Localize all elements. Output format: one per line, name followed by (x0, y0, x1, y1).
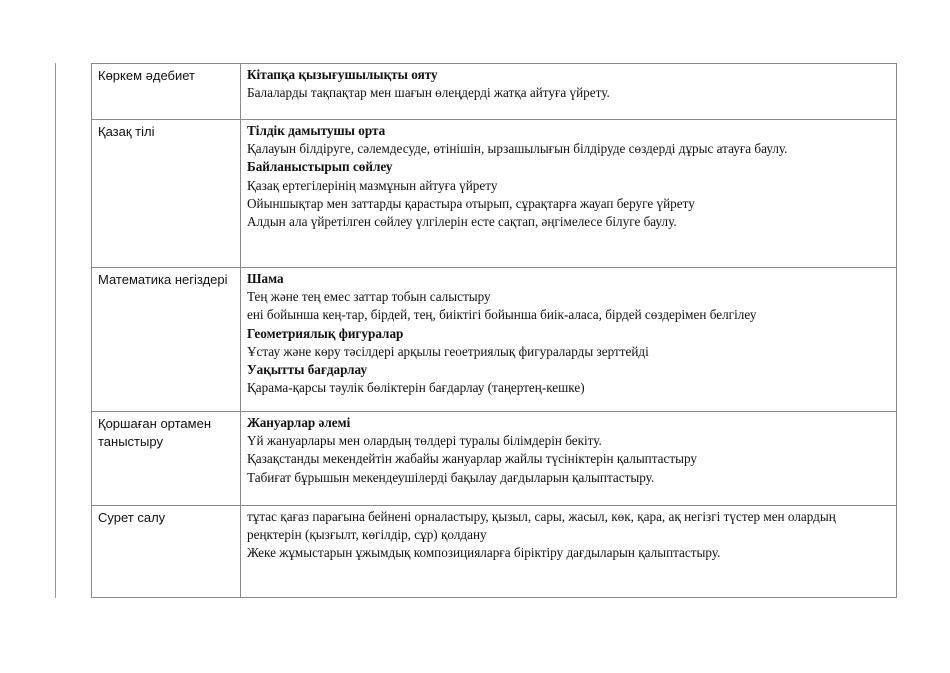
content-line: Үй жануарлары мен олардың төлдері туралы білімдерін бекіту. (247, 433, 602, 449)
content-cell (241, 64, 897, 120)
left-margin-rule (55, 268, 56, 598)
table-row (92, 268, 897, 412)
content-line: Қарама-қарсы тәулік бөліктерін бағдарлау (таңертең-кешке) (247, 380, 585, 396)
section-heading: Байланыстырып сөйлеу (247, 159, 393, 175)
section-heading: Тілдік дамытушы орта (247, 123, 386, 138)
content-line: Қалауын білдіруге, сәлемдесуде, өтінішін, ырзашылығын білдіруде сөздерді дұрыс атауға баулу. (247, 141, 788, 157)
subject-cell: Сурет салу (92, 506, 241, 598)
section-heading: Кітапқа қызығушылықты ояту (247, 67, 438, 82)
content-line: Табиғат бұрышын мекендеушілерді бақылау дағдыларын қалыптастыру. (247, 469, 655, 485)
content-cell (241, 120, 897, 268)
content-cell (241, 412, 897, 506)
table-row (92, 412, 897, 506)
curriculum-table (91, 63, 897, 598)
content-line: Қазақ ертегілерінің мазмұнын айтуға үйрету (247, 177, 498, 193)
subject-cell: Математика негіздері (92, 268, 241, 412)
content-line: Балаларды тақпақтар мен шағын өлеңдерді жатқа айтуға үйрету. (247, 85, 610, 101)
table-row (92, 64, 897, 120)
content-line: Жеке жұмыстарын ұжымдық композицияларға біріктіру дағдыларын қалыптастыру. (247, 545, 721, 561)
content-line: Тең және тең емес заттар тобын салыстыру (247, 289, 491, 305)
content-cell (241, 268, 897, 412)
content-cell (241, 506, 897, 598)
content-line: Ойыншықтар мен заттарды қарастыра отырып, сұрақтарға жауап беруге үйрету (247, 195, 695, 211)
section-heading: Уақытты бағдарлау (247, 362, 368, 378)
section-heading: Шама (247, 271, 284, 286)
subject-cell: Көркем әдебиет (92, 64, 241, 120)
section-heading: Жануарлар әлемі (247, 415, 351, 430)
subject-cell: Қазақ тілі (92, 120, 241, 268)
left-margin-rule (55, 63, 56, 268)
section-heading: Геометриялық фигуралар (247, 325, 404, 341)
content-line: Ұстау және көру тәсілдері арқылы геоетриялық фигураларды зерттейді (247, 343, 649, 359)
content-line: ені бойынша кең-тар, бірдей, тең, биіктігі бойынша биік-аласа, бірдей сөздерімен белгілеу (247, 307, 757, 323)
content-line: Алдын ала үйретілген сөйлеу үлгілерін есте сақтап, әңгімелесе білуге баулу. (247, 214, 677, 230)
table-row (92, 120, 897, 268)
subject-cell: Қоршаған ортамен таныстыру (92, 412, 241, 506)
content-line: тұтас қағаз парағына бейнені орналастыру, қызыл, сары, жасыл, көк, қара, ақ негізгі түстер мен олардың реңктерін (қызғылт, көгілдір, сұр) қолдану (247, 509, 836, 543)
content-line: Қазақстанды мекендейтін жабайы жануарлар жайлы түсініктерін қалыптастыру (247, 451, 698, 467)
table-row (92, 506, 897, 598)
